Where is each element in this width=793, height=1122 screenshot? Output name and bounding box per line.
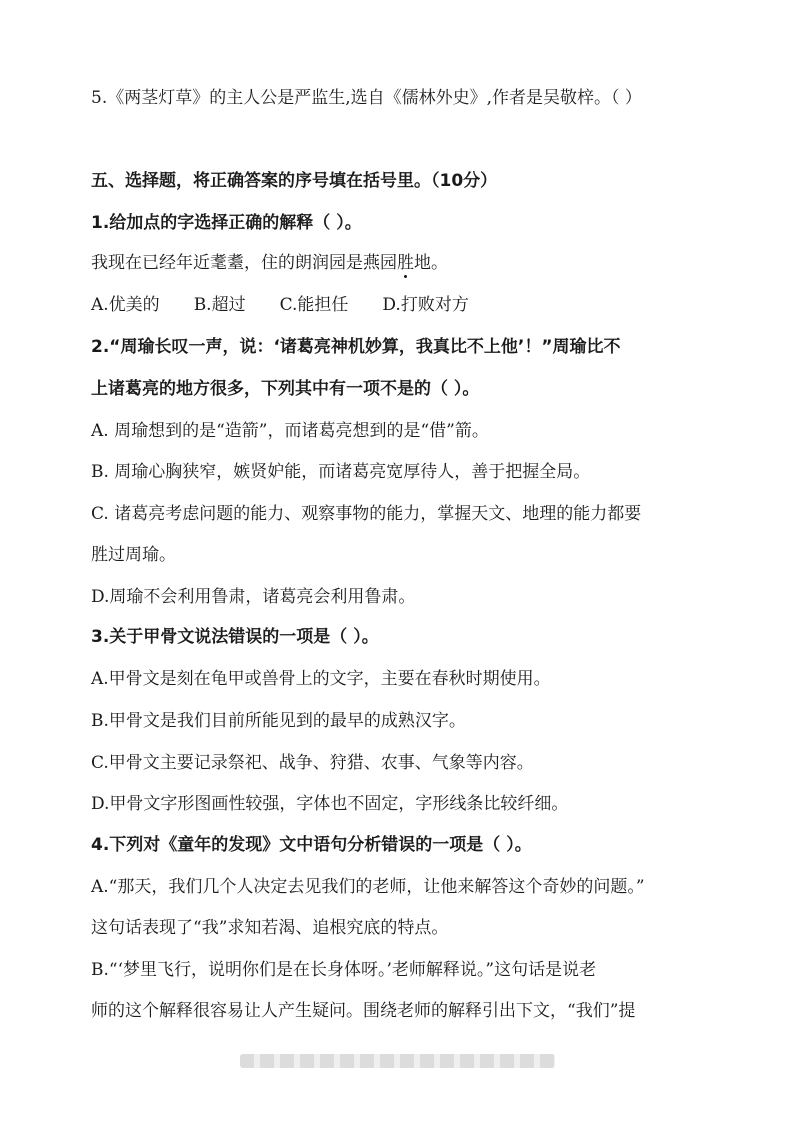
question-4-option-b-line-2: 师的这个解释很容易让人产生疑问。围绕老师的解释引出下文，“我们”提 (91, 1001, 636, 1021)
question-4-option-b-line-1: B.“‘梦里飞行，说明你们是在长身体呀。’老师解释说。”这句话是说老 (91, 960, 597, 980)
question-3-option-b: B.甲骨文是我们目前所能见到的最早的成熟汉字。 (91, 711, 466, 731)
question-3-option-c: C.甲骨文主要记录祭祀、战争、狩猎、农事、气象等内容。 (91, 753, 534, 773)
judgement-item-5: 5.《两茎灯草》的主人公是严监生,选自《儒林外史》,作者是吴敬梓。（ ） (91, 88, 642, 108)
question-2-option-b: B. 周瑜心胸狭窄，嫉贤妒能，而诸葛亮宽厚待人，善于把握全局。 (91, 462, 591, 482)
question-2-option-c-line-1: C. 诸葛亮考虑问题的能力、观察事物的能力，掌握天文、地理的能力都要 (91, 504, 642, 524)
option-d: D.打败对方 (382, 295, 469, 315)
question-2-prompt-line-1: 2.“周瑜长叹一声，说：‘诸葛亮神机妙算，我真比不上他’！”周瑜比不 (91, 337, 621, 357)
blurred-footer-watermark (240, 1054, 555, 1068)
question-1-sentence (91, 252, 706, 274)
question-4-option-a-line-1: A.“那天，我们几个人决定去见我们的老师，让他来解答这个奇妙的问题。” (91, 877, 645, 897)
section-heading-choice: 五、选择题，将正确答案的序号填在括号里。（10分） (91, 171, 498, 191)
question-2-option-d: D.周瑜不会利用鲁肃，诸葛亮会利用鲁肃。 (91, 587, 416, 607)
sentence-text-before: 我现在已经年近耄耋，住的朗润园是燕园 (91, 253, 397, 273)
question-2-prompt-line-2: 上诸葛亮的地方很多，下列其中有一项不是的（ ）。 (91, 379, 480, 399)
question-2-option-c-line-2: 胜过周瑜。 (91, 545, 176, 565)
question-3-option-d: D.甲骨文字形图画性较强，字体也不固定，字形线条比较纤细。 (91, 794, 569, 814)
option-b: B.超过 (193, 295, 246, 315)
question-4-option-a-line-2: 这句话表现了“我”求知若渴、追根究底的特点。 (91, 918, 449, 938)
question-4-prompt: 4.下列对《童年的发现》文中语句分析错误的一项是（ ）。 (91, 835, 532, 855)
question-1-prompt: 1.给加点的字选择正确的解释（ ）。 (91, 213, 362, 233)
dotted-character: 胜 (397, 253, 414, 273)
sentence-text-after: 地。 (414, 253, 448, 273)
question-2-option-a: A. 周瑜想到的是“造箭”，而诸葛亮想到的是“借”箭。 (91, 421, 489, 441)
question-3-option-a: A.甲骨文是刻在龟甲或兽骨上的文字，主要在春秋时期使用。 (91, 669, 551, 689)
question-3-prompt: 3.关于甲骨文说法错误的一项是（ ）。 (91, 627, 379, 647)
option-a: A.优美的 (91, 295, 160, 315)
option-c: C.能担任 (279, 295, 349, 315)
question-1-options (91, 294, 706, 316)
